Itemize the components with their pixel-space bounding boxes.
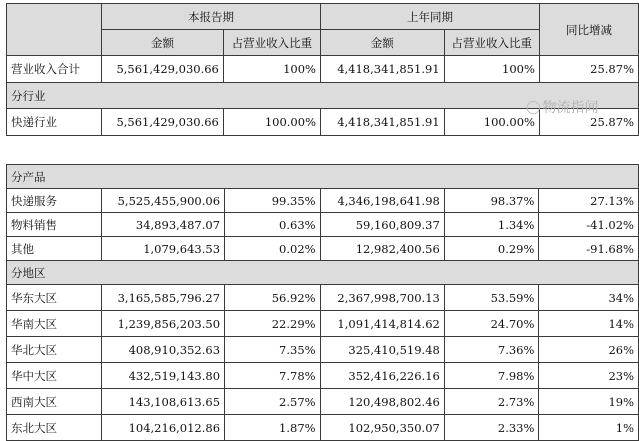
section-title-product: 分产品 — [7, 165, 639, 189]
yoy-cell: -41.02% — [539, 213, 639, 237]
prior-share-cell: 100.00% — [444, 109, 539, 136]
total-revenue-row — [7, 56, 639, 83]
table-row — [7, 237, 639, 261]
prior-amount-cell: 12,982,400.56 — [320, 237, 444, 261]
section-title-industry: 分行业 — [7, 83, 639, 109]
row-label: 华南大区 — [7, 311, 102, 337]
yoy-cell: 25.87% — [539, 109, 638, 136]
prior-share-cell: 7.98% — [444, 363, 539, 389]
row-label: 华东大区 — [7, 285, 102, 311]
amount-cell: 104,216,012.86 — [101, 415, 224, 441]
table-row — [7, 415, 639, 441]
share-cell: 7.35% — [225, 337, 321, 363]
header-prior-amount: 金额 — [321, 30, 445, 56]
amount-cell: 34,893,487.07 — [101, 213, 224, 237]
header-prior-period: 上年同期 — [321, 4, 540, 30]
share-cell: 7.78% — [225, 363, 321, 389]
row-label: 物料销售 — [7, 213, 102, 237]
prior-share-cell: 53.59% — [444, 285, 539, 311]
region-rows — [7, 285, 639, 441]
share-cell: 0.02% — [225, 237, 321, 261]
prior-amount-cell: 4,418,341,851.91 — [321, 109, 445, 136]
amount-cell: 5,561,429,030.66 — [102, 109, 224, 136]
watermark — [526, 97, 599, 117]
row-label: 东北大区 — [7, 415, 102, 441]
amount-cell: 1,239,856,203.50 — [101, 311, 224, 337]
row-label: 营业收入合计 — [7, 56, 102, 83]
prior-share-cell: 98.37% — [444, 189, 539, 213]
share-cell: 99.35% — [225, 189, 321, 213]
prior-share-cell: 1.34% — [444, 213, 539, 237]
share-cell: 100.00% — [223, 109, 320, 136]
table-row — [7, 213, 639, 237]
share-cell: 1.87% — [225, 415, 321, 441]
prior-share-cell: 2.73% — [444, 389, 539, 415]
share-cell: 22.29% — [225, 311, 321, 337]
table-row — [7, 363, 639, 389]
header-blank — [7, 4, 102, 56]
prior-amount-cell: 120,498,802.46 — [320, 389, 444, 415]
prior-amount-cell: 325,410,519.48 — [320, 337, 444, 363]
section-row-region — [7, 261, 639, 285]
amount-cell: 143,108,613.65 — [101, 389, 224, 415]
yoy-cell: 1% — [539, 415, 639, 441]
section-title-region: 分地区 — [7, 261, 639, 285]
prior-share-cell: 0.29% — [444, 237, 539, 261]
table-row — [7, 337, 639, 363]
table-row — [7, 311, 639, 337]
product-rows — [7, 189, 639, 261]
amount-cell: 5,525,455,900.06 — [101, 189, 224, 213]
wechat-bubble-icon: ◯ — [526, 99, 541, 115]
table-row — [7, 189, 639, 213]
header-yoy-change: 同比增减 — [539, 4, 638, 56]
share-cell: 0.63% — [225, 213, 321, 237]
prior-amount-cell: 352,416,226.16 — [320, 363, 444, 389]
yoy-cell: 34% — [539, 285, 639, 311]
yoy-cell: -91.68% — [539, 237, 639, 261]
share-cell: 100% — [223, 56, 320, 83]
prior-amount-cell: 4,346,198,641.98 — [320, 189, 444, 213]
row-label: 西南大区 — [7, 389, 102, 415]
amount-cell: 1,079,643.53 — [101, 237, 224, 261]
amount-cell: 432,519,143.80 — [101, 363, 224, 389]
prior-share-cell: 2.33% — [444, 415, 539, 441]
yoy-cell: 25.87% — [539, 56, 638, 83]
watermark-text: 物流指闻 — [542, 100, 599, 116]
yoy-cell: 27.13% — [539, 189, 639, 213]
amount-cell: 3,165,585,796.27 — [101, 285, 224, 311]
row-label: 华中大区 — [7, 363, 102, 389]
yoy-cell: 26% — [539, 337, 639, 363]
header-amount: 金额 — [102, 30, 224, 56]
row-label: 快递服务 — [7, 189, 102, 213]
prior-amount-cell: 4,418,341,851.91 — [321, 56, 445, 83]
yoy-cell: 14% — [539, 311, 639, 337]
revenue-breakdown-table — [6, 164, 639, 441]
row-label: 华北大区 — [7, 337, 102, 363]
prior-share-cell: 100% — [444, 56, 539, 83]
row-label: 快递行业 — [7, 109, 102, 136]
share-cell: 56.92% — [225, 285, 321, 311]
header-current-period: 本报告期 — [102, 4, 321, 30]
header-share: 占营业收入比重 — [223, 30, 320, 56]
prior-amount-cell: 1,091,414,814.62 — [320, 311, 444, 337]
amount-cell: 5,561,429,030.66 — [102, 56, 224, 83]
section-row-product — [7, 165, 639, 189]
amount-cell: 408,910,352.63 — [101, 337, 224, 363]
prior-amount-cell: 102,950,350.07 — [320, 415, 444, 441]
prior-share-cell: 24.70% — [444, 311, 539, 337]
header-prior-share: 占营业收入比重 — [444, 30, 539, 56]
table-row — [7, 285, 639, 311]
share-cell: 2.57% — [225, 389, 321, 415]
yoy-cell: 19% — [539, 389, 639, 415]
prior-amount-cell: 2,367,998,700.13 — [320, 285, 444, 311]
prior-amount-cell: 59,160,809.37 — [320, 213, 444, 237]
row-label: 其他 — [7, 237, 102, 261]
yoy-cell: 23% — [539, 363, 639, 389]
prior-share-cell: 7.36% — [444, 337, 539, 363]
table-row — [7, 389, 639, 415]
